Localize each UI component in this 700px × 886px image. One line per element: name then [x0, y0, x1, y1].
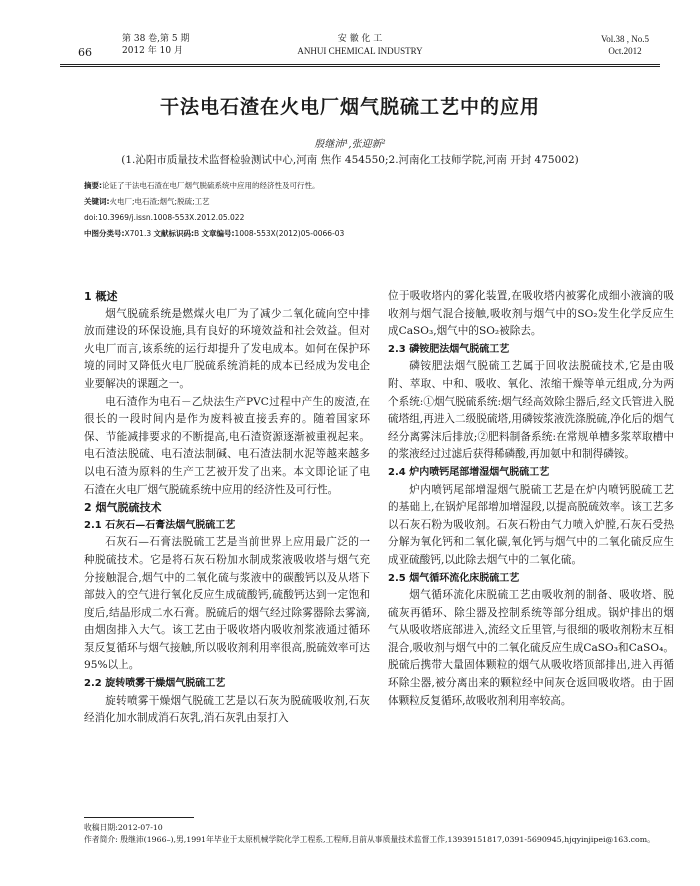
article-no	[202, 229, 345, 238]
doi: doi:10.3969/j.issn.1008-553X.2012.05.022	[84, 213, 245, 222]
paragraph: 磷铵肥法烟气脱硫工艺属于回收法脱硫技术,它是由吸附、萃取、中和、吸收、氧化、浓缩干燥等单元组成,分为两个系统:①烟气脱硫系统:烟气经高效除尘器后,经文氏管进入脱硫塔组,再进入二级脱硫塔,用磷铵浆液洗涤脱硫,净化后的烟气经分离雾沫后排放;②肥料制备系统:在常规单槽多浆萃取槽中的浆液经过过滤后获得稀磷酸,再加氨中和制得磷铵。	[388, 360, 674, 461]
keywords	[84, 196, 684, 208]
abstract-label: 摘要:	[84, 181, 102, 190]
journal-name	[60, 33, 660, 57]
keywords-label: 关键词:	[84, 197, 110, 206]
keywords-text: 火电厂;电石渣;烟气;脱硫;工艺	[109, 197, 210, 206]
header-rule-thin	[60, 66, 660, 67]
footnote-rule	[84, 817, 194, 818]
left-column	[84, 288, 370, 728]
journal-name-en: ANHUI CHEMICAL INDUSTRY	[297, 46, 423, 56]
right-column	[388, 288, 674, 710]
paragraph: 电石渣作为电石－乙炔法生产PVC过程中产生的废渣,在很长的一段时间内是作为废料被直接丢弃的。随着国家环保、节能减排要求的不断提高,电石渣资源逐渐被重视起来。电石渣法脱硫、电石渣法制碱、电石渣法制水泥等越来越多以电石渣为原料的生产工艺被开发了出来。本文即论证了电石渣在火电厂烟气脱硫系统中应用的经济性及可行性。	[84, 395, 370, 496]
paragraph: 烟气循环流化床脱硫工艺由吸收剂的制备、吸收塔、脱硫灰再循环、除尘器及控制系统等部分组成。锅炉排出的烟气从吸收塔底部进入,流经文丘里管,与很细的吸收剂粉末互相混合,吸收剂与烟气中的二氧化硫反应生成CaSO₃和CaSO₄。脱硫后携带大量固体颗粒的烟气从吸收塔顶部排出,进入再循环除尘器,被分离出来的颗粒经中间灰仓返回吸收塔。由于固体颗粒反复循环,故吸收剂利用率较高。	[388, 589, 674, 707]
volume-line: 第 38 卷,第 5 期	[122, 34, 190, 44]
subsection-heading: 2.3 磷铵肥法烟气脱硫工艺	[388, 343, 510, 355]
authors: 殷继沛¹,张迎新²	[314, 139, 386, 150]
page-number: 66	[78, 46, 92, 59]
article-no-label: 文章编号:	[201, 229, 235, 238]
abstract	[84, 180, 684, 192]
subsection-heading: 2.4 炉内喷钙尾部增湿烟气脱硫工艺	[388, 466, 550, 478]
journal-name-cn: 安 徽 化 工	[337, 34, 383, 44]
clc	[84, 229, 151, 238]
article-no-value: 1008-553X(2012)05-0066-03	[234, 229, 345, 238]
author-bio: 作者简介: 殷继沛(1966–),男,1991年毕业于太原机械学院化学工程系,工程师,目前从事质量技术监督工作,13939151817,0391-5690945,hjqyinjipei@163.com。	[84, 835, 655, 845]
issue-info-en	[590, 33, 660, 57]
section-heading: 1 概述	[84, 290, 118, 303]
received-date: 收稿日期:2012-07-10	[84, 823, 163, 832]
footnotes	[84, 822, 684, 847]
paragraph: 炉内喷钙尾部增湿烟气脱硫工艺是在炉内喷钙脱硫工艺的基础上,在锅炉尾部增加增湿段,以提高脱硫效率。该工艺多以石灰石粉为吸收剂。石灰石粉由气力喷入炉膛,石灰石受热分解为氧化钙和二氧化碳,氧化钙与烟气中的二氧化硫反应生成亚硫酸钙,以此除去烟气中的二氧化硫。	[388, 483, 674, 566]
subsection-heading: 2.5 烟气循环流化床脱硫工艺	[388, 572, 520, 584]
clc-label: 中图分类号:	[84, 229, 125, 238]
volume-en: Vol.38 , No.5	[600, 34, 650, 44]
date-line: 2012 年 10 月	[122, 46, 183, 56]
subsection-heading: 2.2 旋转喷雾干燥烟气脱硫工艺	[84, 678, 226, 690]
doc-code-value: B	[194, 229, 200, 238]
clc-value: X701.3	[124, 229, 152, 238]
doc-code-label: 文献标识码:	[153, 229, 194, 238]
classification-row	[84, 228, 684, 240]
abstract-text: 论证了干法电石渣在电厂烟气脱硫系统中应用的经济性及可行性。	[102, 181, 320, 190]
subsection-heading: 2.1 石灰石—石膏法烟气脱硫工艺	[84, 519, 236, 531]
header-rule	[60, 64, 660, 65]
paragraph: 位于吸收塔内的雾化装置,在吸收塔内被雾化成细小液滴的吸收剂与烟气混合接触,吸收剂与烟气中的SO₂发生化学反应生成CaSO₃,烟气中的SO₂被除去。	[388, 290, 674, 338]
date-en: Oct.2012	[608, 46, 642, 56]
paragraph: 旋转喷雾干燥烟气脱硫工艺是以石灰为脱硫吸收剂,石灰经消化加水制成消石灰乳,消石灰乳由泵打入	[84, 694, 370, 725]
article-title: 干法电石渣在火电厂烟气脱硫工艺中的应用	[159, 96, 540, 118]
paragraph: 石灰石—石膏法脱硫工艺是当前世界上应用最广泛的一种脱硫技术。它是将石灰石粉加水制成浆液吸收塔与烟气充分接触混合,烟气中的二氧化硫与浆液中的碳酸钙以及从塔下部鼓入的空气进行氧化反应生成硫酸钙,硫酸钙达到一定饱和度后,结晶形成二水石膏。脱硫后的烟气经过除雾器除去雾滴,由烟囱排入大气。该工艺由于吸收塔内吸收剂浆液通过循环泵反复循环与烟气接触,所以吸收剂利用率很高,脱硫效率可达95%以上。	[84, 536, 370, 672]
affiliation: (1.沁阳市质量技术监督检验测试中心,河南 焦作 454550;2.河南化工技师学院,河南 开封 475002)	[121, 154, 579, 166]
section-heading: 2 烟气脱硫技术	[84, 501, 162, 515]
doc-code	[154, 229, 200, 238]
paragraph: 烟气脱硫系统是燃煤火电厂为了减少二氧化硫向空中排放而建设的环保设施,具有良好的环境效益和社会效益。但对火电厂而言,该系统的运行却提升了发电成本。如何在保护环境的同时又降低火电厂脱硫系统消耗的成本已经成为发电企业要解决的课题之一。	[84, 307, 370, 390]
